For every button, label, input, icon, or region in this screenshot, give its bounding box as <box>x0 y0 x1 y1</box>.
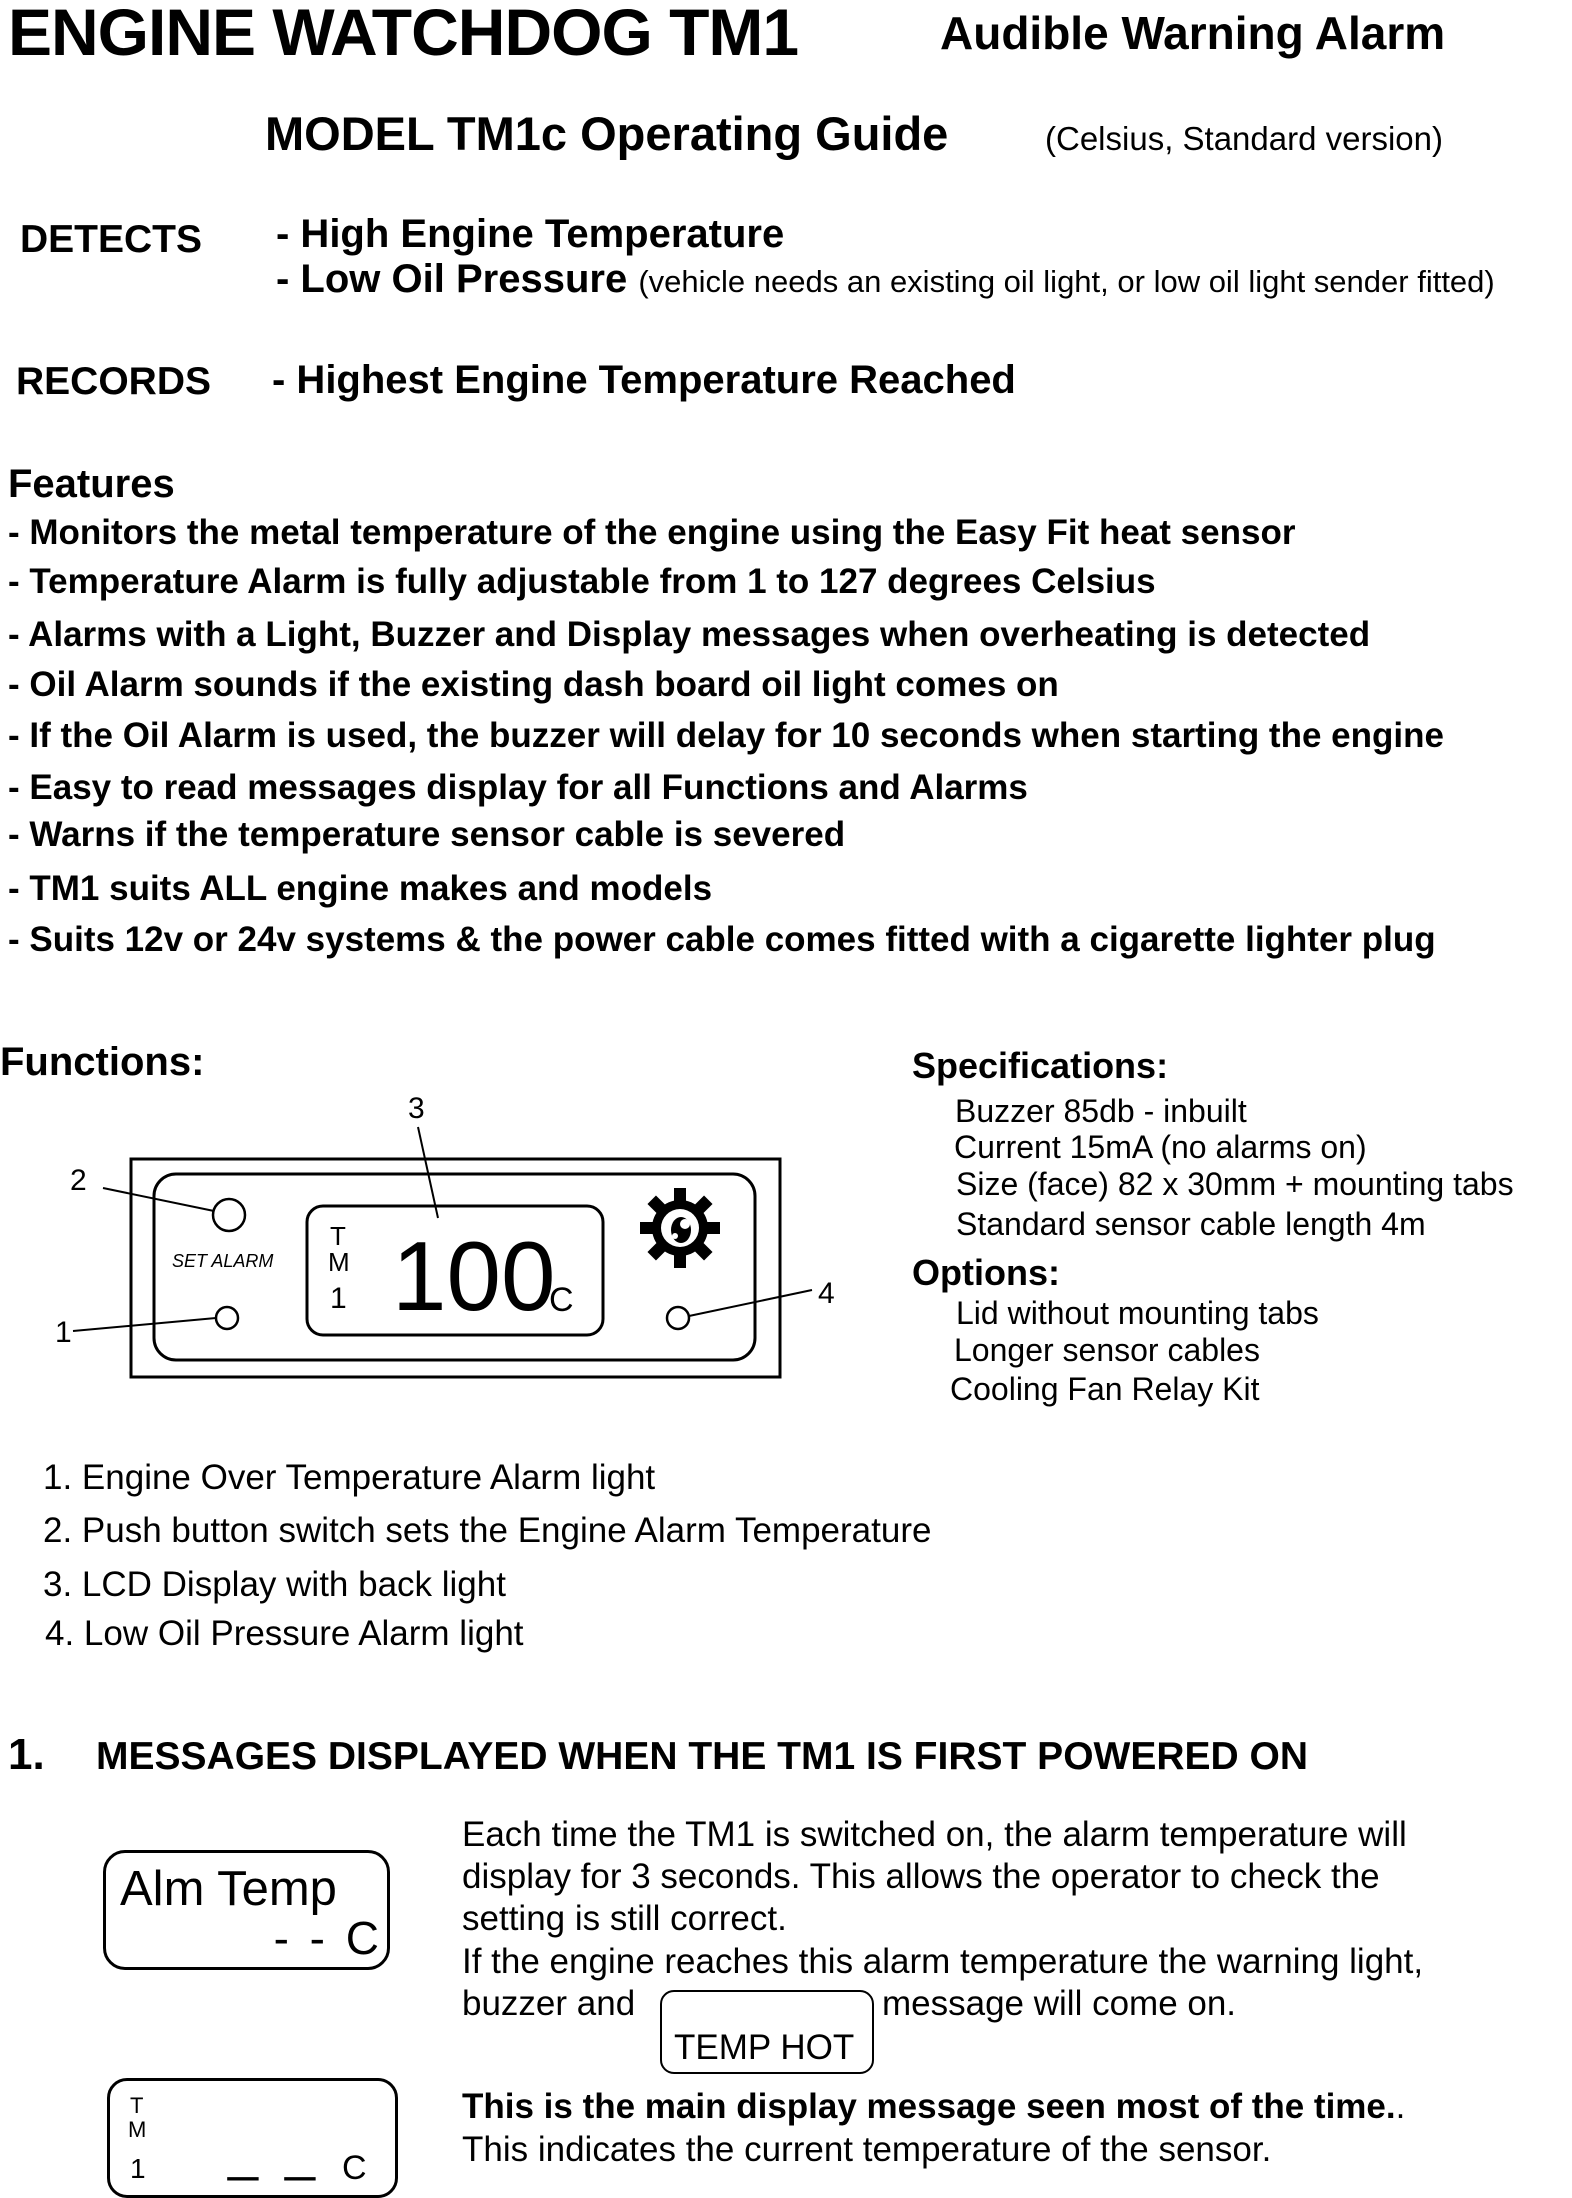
lcd-unit: C <box>549 1281 574 1319</box>
main-display-dashes: _ _ <box>228 2122 322 2182</box>
option-item: Longer sensor cables <box>954 1332 1260 1368</box>
main-display-letter-t: T <box>130 2093 144 2118</box>
function-legend-item: 1. Engine Over Temperature Alarm light <box>43 1458 656 1497</box>
model-heading: MODEL TM1c Operating Guide <box>265 107 949 160</box>
feature-item: - Alarms with a Light, Buzzer and Display messages when overheating is detected <box>8 615 1371 654</box>
paragraph-tail-text: message will come on. <box>882 1984 1237 2023</box>
functions-heading: Functions: <box>0 1040 205 1084</box>
function-legend-item: 3. LCD Display with back light <box>43 1565 506 1604</box>
callout-1: 1 <box>55 1316 72 1349</box>
main-message-line2: This indicates the current temperature of the sensor. <box>462 2130 1272 2169</box>
watchdog-gear-logo <box>640 1188 720 1268</box>
features-heading: Features <box>8 462 175 506</box>
records-label: RECORDS <box>16 360 212 403</box>
spec-item: Standard sensor cable length 4m <box>956 1206 1426 1242</box>
callout-2-leader <box>103 1188 214 1211</box>
callout-4-leader <box>689 1290 812 1316</box>
feature-item: - Suits 12v or 24v systems & the power cable comes fitted with a cigarette lighter plug <box>8 920 1436 959</box>
function-legend-item: 2. Push button switch sets the Engine Alarm Temperature <box>43 1511 932 1550</box>
specifications-heading: Specifications: <box>912 1045 1169 1086</box>
paragraph-line: If the engine reaches this alarm temperature the warning light, <box>462 1942 1424 1981</box>
section-1-title: MESSAGES DISPLAYED WHEN THE TM1 IS FIRST POWERED ON <box>96 1735 1309 1778</box>
device-front-diagram <box>0 1080 880 1420</box>
document-title: ENGINE WATCHDOG TM1 <box>8 0 799 69</box>
main-message-line1 <box>462 2087 1405 2127</box>
callout-4: 4 <box>818 1277 835 1310</box>
spec-item: Size (face) 82 x 30mm + mounting tabs <box>956 1166 1514 1202</box>
main-message-bold: This is the main display message seen most of the time. <box>462 2087 1396 2126</box>
function-legend-item: 4. Low Oil Pressure Alarm light <box>45 1614 524 1653</box>
paragraph-line: display for 3 seconds. This allows the operator to check the <box>462 1857 1380 1896</box>
document-subtitle: Audible Warning Alarm <box>940 7 1446 59</box>
alarm-temp-display-line1: Alm Temp <box>120 1862 337 1916</box>
callout-2: 2 <box>70 1164 87 1197</box>
callout-1-leader <box>73 1318 216 1331</box>
feature-item: - Temperature Alarm is fully adjustable from 1 to 127 degrees Celsius <box>8 562 1156 601</box>
feature-item: - Warns if the temperature sensor cable is severed <box>8 815 846 854</box>
feature-item: - Oil Alarm sounds if the existing dash board oil light comes on <box>8 665 1059 704</box>
feature-item: - Monitors the metal temperature of the engine using the Easy Fit heat sensor <box>8 513 1296 552</box>
set-alarm-button <box>213 1199 245 1231</box>
option-item: Lid without mounting tabs <box>956 1295 1319 1331</box>
main-message-period: . <box>1395 2087 1406 2126</box>
feature-item: - If the Oil Alarm is used, the buzzer will delay for 10 seconds when starting the engine <box>8 716 1444 755</box>
version-note: (Celsius, Standard version) <box>1045 120 1443 157</box>
feature-item: - TM1 suits ALL engine makes and models <box>8 869 713 908</box>
detects-item-low-oil-text: - Low Oil Pressure <box>276 257 628 301</box>
main-display-digit-1: 1 <box>130 2153 146 2184</box>
temp-hot-display-text: TEMP HOT <box>674 2028 855 2067</box>
callout-3: 3 <box>408 1092 425 1125</box>
spec-item: Current 15mA (no alarms on) <box>954 1129 1367 1165</box>
lcd-letter-t: T <box>330 1221 346 1251</box>
main-display-letter-m: M <box>128 2117 147 2142</box>
feature-item: - Easy to read messages display for all Functions and Alarms <box>8 768 1028 807</box>
paragraph-line: setting is still correct. <box>462 1899 787 1938</box>
main-temperature-display <box>107 2078 398 2198</box>
lcd-temperature-value: 100 <box>392 1221 556 1331</box>
detects-item-high-temp: - High Engine Temperature <box>276 212 785 256</box>
alarm-temp-display-line2: - - C <box>273 1912 383 1964</box>
paragraph-line: Each time the TM1 is switched on, the alarm temperature will <box>462 1815 1407 1854</box>
spec-item: Buzzer 85db - inbuilt <box>955 1093 1247 1129</box>
set-alarm-label: SET ALARM <box>172 1251 274 1271</box>
temperature-alarm-light <box>216 1307 238 1329</box>
option-item: Cooling Fan Relay Kit <box>950 1371 1260 1407</box>
paragraph-buzzer-text: buzzer and <box>462 1984 636 2023</box>
section-1-number: 1. <box>8 1730 45 1779</box>
main-display-unit: C <box>342 2149 367 2187</box>
options-heading: Options: <box>912 1252 1060 1293</box>
temp-hot-display <box>660 1990 874 2074</box>
oil-pressure-alarm-light <box>667 1307 689 1329</box>
detects-label: DETECTS <box>20 218 203 261</box>
lcd-digit-1: 1 <box>330 1282 347 1315</box>
detects-item-low-oil <box>276 257 1495 302</box>
lcd-letter-m: M <box>328 1247 350 1277</box>
detects-item-low-oil-note: (vehicle needs an existing oil light, or low oil light sender fitted) <box>638 264 1495 299</box>
alarm-temp-display <box>103 1850 390 1970</box>
records-item-highest-temp: - Highest Engine Temperature Reached <box>272 358 1016 402</box>
